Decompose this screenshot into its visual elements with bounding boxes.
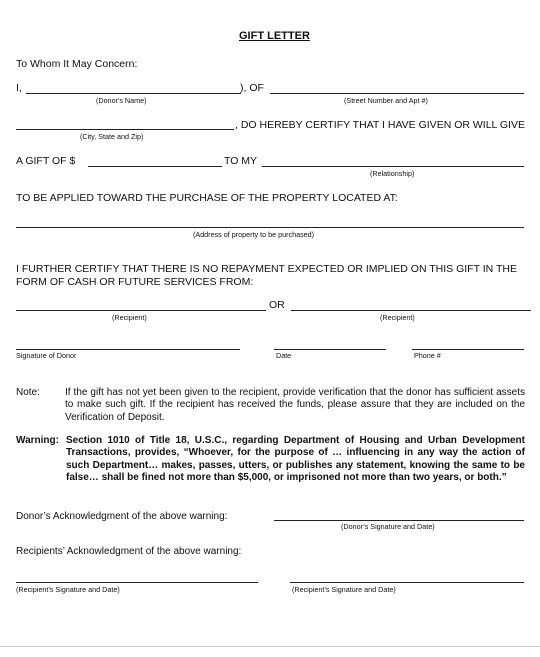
recipient-field-1[interactable] [16, 310, 266, 311]
relationship-label: (Relationship) [370, 169, 415, 178]
phone-field[interactable] [412, 349, 524, 350]
line1-prefix: I, [16, 82, 22, 94]
donor-ack-label: (Donor’s Signature and Date) [341, 522, 435, 531]
donor-signature-field[interactable] [16, 349, 240, 350]
street-label: (Street Number and Apt #) [344, 96, 428, 105]
salutation: To Whom It May Concern: [16, 58, 138, 70]
gift-amount-field[interactable] [88, 166, 222, 167]
recipient-ack-label-2: (Recipient’s Signature and Date) [292, 585, 396, 594]
city-state-zip-label: (City, State and Zip) [80, 132, 144, 141]
donor-signature-label: Signature of Donor [16, 351, 77, 360]
recipient-ack-text: Recipients’ Acknowledgment of the above warning: [16, 546, 242, 557]
date-field[interactable] [274, 349, 386, 350]
property-address-label: (Address of property to be purchased) [193, 230, 315, 239]
gift-amount-prefix: A GIFT OF $ [16, 155, 76, 167]
recipient-ack-signature-field-2[interactable] [290, 582, 524, 583]
recipient-label-2: (Recipient) [380, 313, 415, 322]
donor-name-field[interactable] [26, 93, 241, 94]
line1-of: ), OF [240, 82, 264, 94]
date-label: Date [276, 351, 292, 360]
warning-text: Section 1010 of Title 18, U.S.C., regarding Department of Housing and Urban Development Transactions, provides, “Whoever, for the purpose of … influencing in any way the action of such Department… makes, passes, utters, or publishes any statement, knowing the same to be false… shall be fined not more than $5,000, or imprisoned not more than two years, or both.” [66, 435, 525, 484]
phone-label: Phone # [414, 351, 441, 360]
relationship-field[interactable] [262, 166, 524, 167]
recipient-label-1: (Recipient) [112, 313, 147, 322]
recipient-field-2[interactable] [291, 310, 531, 311]
further-certify-text-a: I FURTHER CERTIFY THAT THERE IS NO REPAYMENT EXPECTED OR IMPLIED ON THIS GIFT IN THE [16, 263, 517, 275]
page-title: GIFT LETTER [239, 30, 310, 42]
note-label: Note: [16, 387, 40, 398]
property-address-field[interactable] [16, 227, 524, 228]
warning-label: Warning: [16, 435, 59, 446]
donor-ack-signature-field[interactable] [274, 520, 524, 521]
page-divider [0, 646, 540, 647]
property-text: TO BE APPLIED TOWARD THE PURCHASE OF THE PROPERTY LOCATED AT: [16, 192, 398, 204]
further-certify-text-b: FORM OF CASH OR FUTURE SERVICES FROM: [16, 276, 254, 288]
note-text: If the gift has not yet been given to the recipient, provide verification that the donor has sufficient assets to make such gift. If the recipient has received the funds, please assure that they are included on the Verification of Deposit. [65, 387, 525, 423]
to-my-text: TO MY [224, 155, 258, 167]
donor-name-label: (Donor's Name) [96, 96, 147, 105]
recipient-ack-signature-field-1[interactable] [16, 582, 258, 583]
city-state-zip-field[interactable] [16, 129, 234, 130]
recipient-ack-label-1: (Recipient’s Signature and Date) [16, 585, 120, 594]
or-text: OR [269, 299, 285, 311]
donor-ack-text: Donor’s Acknowledgment of the above warning: [16, 511, 228, 522]
certify-text: , DO HEREBY CERTIFY THAT I HAVE GIVEN OR WILL GIVE [235, 119, 525, 131]
street-address-field[interactable] [270, 93, 524, 94]
